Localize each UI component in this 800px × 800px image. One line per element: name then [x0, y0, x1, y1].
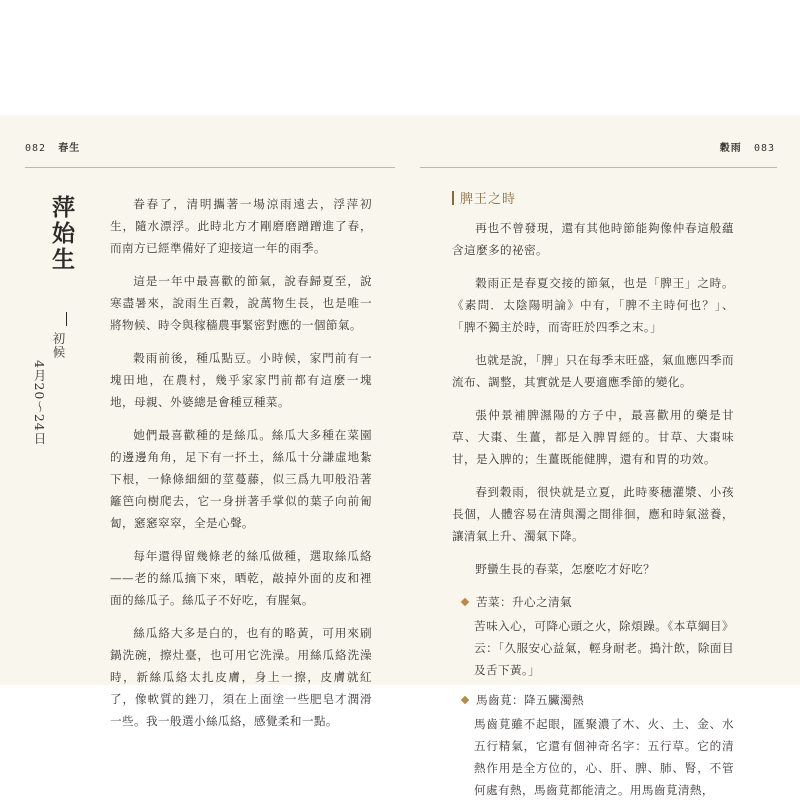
- item-heading: [462, 689, 734, 711]
- paragraph: 穀雨前後，種瓜點豆。小時候，家門前有一塊田地，在農村，幾乎家家門前都有這麼一塊地，母親、外婆總是會種豆種菜。: [110, 351, 372, 409]
- chapter-date-range: 4月20～24日: [32, 360, 47, 446]
- item-body: 苦味入心，可降心頭之火，除煩躁。《本草綱目》云：「久服安心益氣，輕身耐老。搗汁飲，除面目及舌下黃。」: [474, 619, 734, 677]
- left-page-number: 082: [25, 143, 47, 154]
- item-body: 馬齒莧雖不起眼，匯聚濃了木、火、土、金、水五行精氣，它還有個神奇名字：五行草。它的清熱作用是全方位的，心、肝、脾、肺、腎，不管何處有熱，馬齒莧都能清之。用馬齒莧清熱，: [474, 717, 734, 797]
- paragraph: 每年還得留幾條老的絲瓜做種，選取絲瓜絡——老的絲瓜摘下來，晒乾，敲掉外面的皮和裡面的絲瓜子。絲瓜子不好吃，有腥氣。: [110, 549, 372, 607]
- left-section-name: 春生: [58, 143, 81, 154]
- right-section-name: 穀雨: [719, 143, 742, 154]
- left-page-body: [110, 193, 372, 743]
- right-page-number: 083: [753, 143, 775, 154]
- chapter-title: 萍始生: [48, 195, 74, 273]
- paragraph: 她們最喜歡種的是絲瓜。絲瓜大多種在菜園的邊邊角角，足下有一抔土，絲瓜十分謙虛地紮下根，一條條細細的莖蔓藤，似三爲九叩般沿著籬笆向樹爬去，它一身拼著手掌似的葉子向前匍匐，窸窸窣窣，全是心聲。: [110, 428, 372, 530]
- paragraph: 穀雨正是春夏交接的節氣，也是「脾王」之時。《素問．太陰陽明論》中有，「脾不主時何也？」、「脾不獨主於時，而寄旺於四季之末。」: [452, 276, 734, 334]
- right-running-head: [712, 139, 775, 154]
- left-running-head: [25, 139, 88, 154]
- item-heading-text: 馬齒莧：降五臟濁熱: [476, 693, 584, 707]
- paragraph: 再也不曾發現，還有其他時節能夠像仲春這般蘊含這麼多的祕密。: [452, 221, 734, 257]
- paragraph: 這是一年中最喜歡的節氣，說春歸夏至，說寒盡暑來，說雨生百穀，說萬物生長，也是唯一將物候、時令與稼穡農事緊密對應的一個節氣。: [110, 274, 372, 332]
- diamond-bullet-icon: [461, 598, 469, 606]
- left-header-rule: [25, 167, 395, 168]
- heading-bar: [452, 191, 454, 205]
- title-divider: [66, 312, 67, 326]
- paragraph: 春到穀雨，很快就是立夏，此時麥穗灌漿、小孩長個，人體容易在清與濁之間徘徊，應和時氣滋養，讓清氣上升、濁氣下降。: [452, 485, 734, 543]
- right-page-body: [452, 189, 734, 800]
- paragraph: 眷春了，清明攜著一場涼雨遠去，浮萍初生，隨水漂浮。此時北方才剛磨磨蹭蹭進了春，而南方已經準備好了迎接這一年的雨季。: [110, 197, 372, 255]
- paragraph: 絲瓜絡大多是白的，也有的略黃，可用來刷鍋洗碗，擦灶臺，也可用它洗澡。用絲瓜絡洗澡時，新絲瓜絡太扎皮膚，身上一擦，皮膚就紅了，像軟質的銼刀，須在上面塗一些肥皂才潤滑一些。我一般選小絲瓜絡，感覺柔和一點。: [110, 626, 372, 728]
- section-heading-text: 脾王之時: [460, 192, 517, 207]
- paragraph: 張仲景補脾濕陽的方子中，最喜歡用的藥是甘草、大棗、生薑，都是入脾胃經的。甘草、大棗味甘，是入脾的；生薑既能健脾，還有和胃的功效。: [452, 408, 734, 466]
- paragraph: 野蠻生長的春菜，怎麼吃才好吃？: [475, 562, 656, 576]
- item-heading-text: 苦菜：升心之清氣: [476, 595, 572, 609]
- diamond-bullet-icon: [461, 696, 469, 704]
- chapter-subtitle: 初候: [51, 332, 66, 359]
- book-spread: [0, 115, 800, 797]
- right-header-rule: [420, 167, 777, 168]
- item-heading: [462, 591, 734, 613]
- section-heading: [452, 189, 734, 211]
- paragraph: 也就是說，「脾」只在每季末旺盛，氣血應四季而流布、調整，其實就是人要適應季節的變化。: [452, 353, 734, 389]
